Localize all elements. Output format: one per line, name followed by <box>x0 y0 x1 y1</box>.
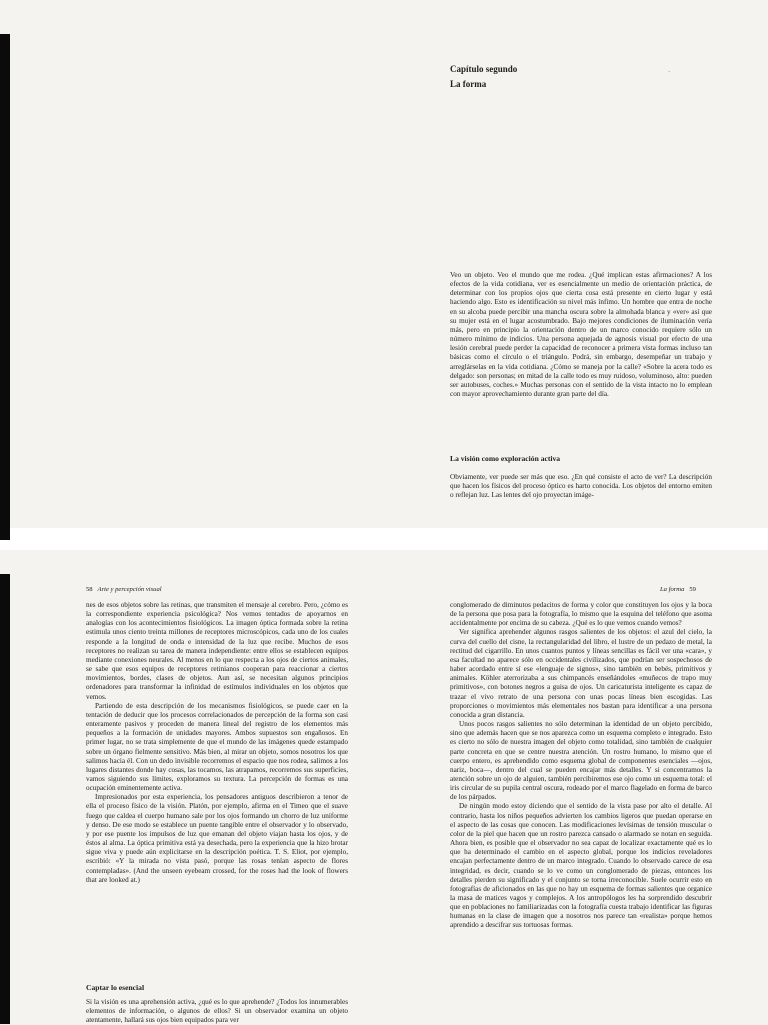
scan-edge-bottom <box>0 574 10 1024</box>
page-separator <box>0 528 768 550</box>
right-page-folio <box>660 586 696 593</box>
section-heading-vision: La visión como exploración activa <box>450 454 561 463</box>
left-page-number: 58 <box>86 586 93 593</box>
section-esencial-block <box>86 998 348 1025</box>
body-paragraph: Ver significa aprehender algunos rasgos salientes de los objetos: el azul del cielo, la curva del cuello del cisne, la rectangularidad del libro, el lustre de un pedazo de metal, la rectitud del cigarrillo. En unos cuantos puntos y líneas sencillas es fácil ver una «cara», y esa facultad no aparece sólo en occidentales civilizados, que podrían ser sospechosos de haber acordado entre sí ese «lenguaje de signos», sino también en bebés, primitivos y animales. Köhler aterrorizaba a sus chimpancés enseñándoles «muñecos de trapo muy primitivos», con botones negros a guisa de ojos. Un caricaturista inteligente es capaz de trazar el vivo retrato de una persona con unas pocas líneas bien escogidas. Las proporciones o movimientos más elementales nos bastan para identificar a una persona conocida a gran distancia. <box>450 628 712 719</box>
left-page-folio <box>86 586 162 593</box>
scan-edge-top <box>0 34 10 540</box>
intro-paragraph-block <box>450 271 712 399</box>
chapter-title: La forma <box>450 79 487 89</box>
right-page-number: 59 <box>689 586 696 593</box>
body-paragraph: Impresionados por esta experiencia, los pensadores antiguos describieron a tenor de ella el proceso físico de la visión. Platón, por ejemplo, afirma en el Timeo que el suave fuego que caldea el cuerpo humano sale por los ojos formando un chorro de luz uniforme y denso. De ese modo se establece un puente tangible entre el observador y lo observado, y por ese puente los impulsos de luz que emanan del objeto viajan hasta los ojos, y de éstos al alma. La óptica primitiva está ya desechada, pero la experiencia que la hizo brotar sigue viva y puede aún explicitarse en la descripción poética. T. S. Eliot, por ejemplo, escribió: «Y la mirada no vista pasó, porque las rosas tenían aspecto de flores contempladas». (And the unseen eyebeam crossed, for the roses had the look of flowers that are looked at.) <box>86 793 348 884</box>
chapter-heading <box>450 62 517 92</box>
left-running-title: Arte y percepción visual <box>97 586 162 593</box>
section-vision-block <box>450 473 712 500</box>
right-running-title: La forma <box>660 586 685 593</box>
body-paragraph: conglomerado de diminutos pedacitos de forma y color que constituyen los ojos y la boca de la persona que posa para la fotografía, lo mismo que la esquina del teléfono que asoma accidentalmente por encima de su cabeza. ¿Qué es lo que vemos cuando vemos? <box>450 601 712 628</box>
scan-mark: ˊ <box>668 70 671 78</box>
section-vision-paragraph: Obviamente, ver puede ser más que eso. ¿En qué consiste el acto de ver? La descripción que hacen los físicos del proceso óptico es harto conocida. Los objetos del entorno emiten o reflejan luz. Las lentes del ojo proyectan imáge- <box>450 473 712 500</box>
body-paragraph: Unos pocos rasgos salientes no sólo determinan la identidad de un objeto percibido, sino que además hacen que se nos aparezca como un esquema completo e integrado. Esto es cierto no sólo de nuestra imagen del objeto como totalidad, sino también de cualquier parte concreta en que se centre nuestra atención. Un rostro humano, lo mismo que el cuerpo entero, es aprehendido como esquema global de componentes esenciales —ojos, nariz, boca—, dentro del cual se pueden encajar más detalles. Y si concentramos la atención sobre un ojo de alguien, también percibiremos ese ojo como un esquema total: el iris circular de su pupila central oscura, rodeado por el marco flagelado en forma de barco de los párpados. <box>450 720 712 802</box>
section-esencial-paragraph: Si la visión es una aprehensión activa, ¿qué es lo que aprehende? ¿Todos los innumerables elementos de información, o algunos de ellos? Si un observador examina un objeto atentamente, hallará sus ojos bien equipados para ver <box>86 998 348 1025</box>
body-paragraph: nes de esos objetos sobre las retinas, que transmiten el mensaje al cerebro. Pero, ¿cómo es la correspondiente experiencia psicológica? Nos vemos tentados de apoyarnos en analogías con los acontecimientos fisiológicos. La imagen óptica formada sobre la retina estimula unos ciento treinta millones de receptores microscópicos, cada uno de los cuales responde a la longitud de onda e intensidad de la luz que recibe. Muchos de esos receptores no realizan su tarea de manera independiente: entre ellos se establecen equipos mediante conexiones neurales. Al menos en lo que respecta a los ojos de ciertos animales, se sabe que esos equipos de receptores retinianos cooperan para reaccionar a ciertos movimientos, bordes, clases de objetos. Aun así, se necesitan algunos principios ordenadores para transformar la infinidad de estímulos individuales en los objetos que vemos. <box>86 601 348 701</box>
left-page-column <box>86 601 348 885</box>
right-page-column <box>450 601 712 931</box>
intro-paragraph: Veo un objeto. Veo el mundo que me rodea. ¿Qué implican estas afirmaciones? A los efectos de la vida cotidiana, ver es esencialmente un medio de orientación práctica, de determinar con los propios ojos que cierta cosa está presente en cierto lugar y está haciendo algo. Esto es identificación su nivel más ínfimo. Un hombre que entra de noche en su alcoba puede percibir una mancha oscura sobre la almohada blanca y «ver» así que su mujer está en el lugar acostumbrado. Bajo mejores condiciones de iluminación vería más, pero en principio la orientación dentro de un marco conocido requiere sólo un número mínimo de indicios. Una persona aquejada de agnosis visual por efecto de una lesión cerebral puede perder la capacidad de reconocer a primera vista formas incluso tan básicas como el círculo o el triángulo. Podrá, sin embargo, desempeñar un trabajo y arreglárselas en la vida cotidiana. ¿Cómo se maneja por la calle? «Sobre la acera todo es delgado: son personas; en mitad de la calle todo es muy ruidoso, voluminoso, alto: pueden ser autobuses, coches.» Muchas personas con el sentido de la vista intacto no lo emplean con mayor aprovechamiento durante gran parte del día. <box>450 271 712 399</box>
body-paragraph: De ningún modo estoy diciendo que el sentido de la vista pase por alto el detalle. Al contrario, hasta los niños pequeños advierten los cambios ligeros que puedan operarse en el aspecto de las cosas que conocen. Las modificaciones levísimas de tensión muscular o color de la piel que hacen que un rostro parezca cansado o alarmado se notan en seguida. Ahora bien, es posible que el observador no sea capaz de localizar exactamente qué es lo que ha determinado el cambio en el aspecto global, porque los indicios reveladores encajan perfectamente dentro de un marco integrado. Cuando lo observado carece de esa integridad, es decir, cuando se lo ve como un conglomerado de piezas, entonces los detalles pierden su significado y el conjunto se torna irreconocible. Suele ocurrir esto en fotografías de aficionados en las que no hay un esquema de formas salientes que organice la masa de matices vagos y complejos. A los antropólogos les ha sorprendido descubrir que en poblaciones no familiarizadas con la fotografía cuesta trabajo identificar las figuras humanas en la clase de imagen que a nosotros nos parece tan «realista» porque hemos aprendido a descifrar sus tortuosas formas. <box>450 802 712 930</box>
body-paragraph: Partiendo de esta descripción de los mecanismos fisiológicos, se puede caer en la tentación de deducir que los procesos correlacionados de percepción de la forma son casi enteramente pasivos y proceden de manera lineal del registro de los elementos más pequeños a la formación de unidades mayores. Ambos supuestos son engañosos. En primer lugar, no se trata simplemente de que el mundo de las imágenes quede estampado sobre un órgano fielmente sensitivo. Más bien, al mirar un objeto, somos nosotros los que salimos hacia él. Con un dedo invisible recorremos el espacio que nos rodea, salimos a los lugares distantes donde hay cosas, las tocamos, las atrapamos, recorremos sus superficies, vamos siguiendo sus límites, exploramos su textura. La percepción de formas es una ocupación eminentemente activa. <box>86 701 348 793</box>
section-heading-esencial: Captar lo esencial <box>86 983 145 992</box>
chapter-number: Capítulo segundo <box>450 64 518 74</box>
